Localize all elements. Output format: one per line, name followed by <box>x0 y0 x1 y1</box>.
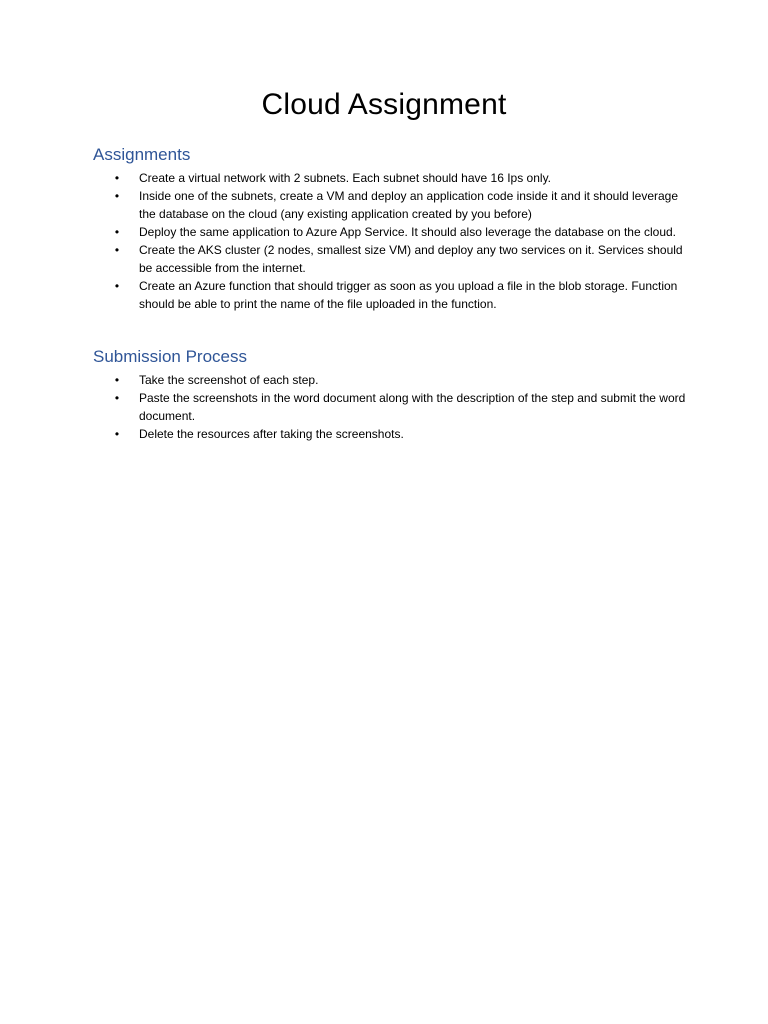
bullet-icon: • <box>114 373 120 387</box>
list-item <box>112 223 692 241</box>
list-item-text: Create the AKS cluster (2 nodes, smallest size VM) and deploy any two services on it. Services should be accessible from the internet. <box>139 243 683 275</box>
list-item-text: Delete the resources after taking the screenshots. <box>139 427 404 441</box>
submission-list <box>112 371 692 443</box>
document-title: Cloud Assignment <box>261 88 507 121</box>
list-item <box>112 241 692 277</box>
bullet-icon: • <box>114 189 120 203</box>
bullet-icon: • <box>114 171 120 185</box>
assignments-list <box>112 169 692 313</box>
list-item-text: Inside one of the subnets, create a VM and deploy an application code inside it and it should leverage the database on the cloud (any existing application created by you before) <box>139 189 679 221</box>
list-item <box>112 169 692 187</box>
section-heading-submission-process: Submission Process <box>93 347 248 366</box>
list-item-text: Take the screenshot of each step. <box>139 373 319 387</box>
list-item <box>112 187 692 223</box>
list-item <box>112 425 692 443</box>
bullet-icon: • <box>114 391 120 405</box>
section-heading-assignments: Assignments <box>93 145 191 164</box>
bullet-icon: • <box>114 427 120 441</box>
list-item <box>112 371 692 389</box>
bullet-icon: • <box>114 279 120 293</box>
bullet-icon: • <box>114 243 120 257</box>
list-item-text: Paste the screenshots in the word document along with the description of the step and submit the word document. <box>139 391 686 423</box>
bullet-icon: • <box>114 225 120 239</box>
list-item <box>112 389 692 425</box>
list-item <box>112 277 692 313</box>
list-item-text: Create a virtual network with 2 subnets. Each subnet should have 16 Ips only. <box>139 171 552 185</box>
list-item-text: Create an Azure function that should trigger as soon as you upload a file in the blob storage. Function should be able to print the name of the file uploaded in the function. <box>139 279 678 311</box>
list-item-text: Deploy the same application to Azure App Service. It should also leverage the database on the cloud. <box>139 225 677 239</box>
